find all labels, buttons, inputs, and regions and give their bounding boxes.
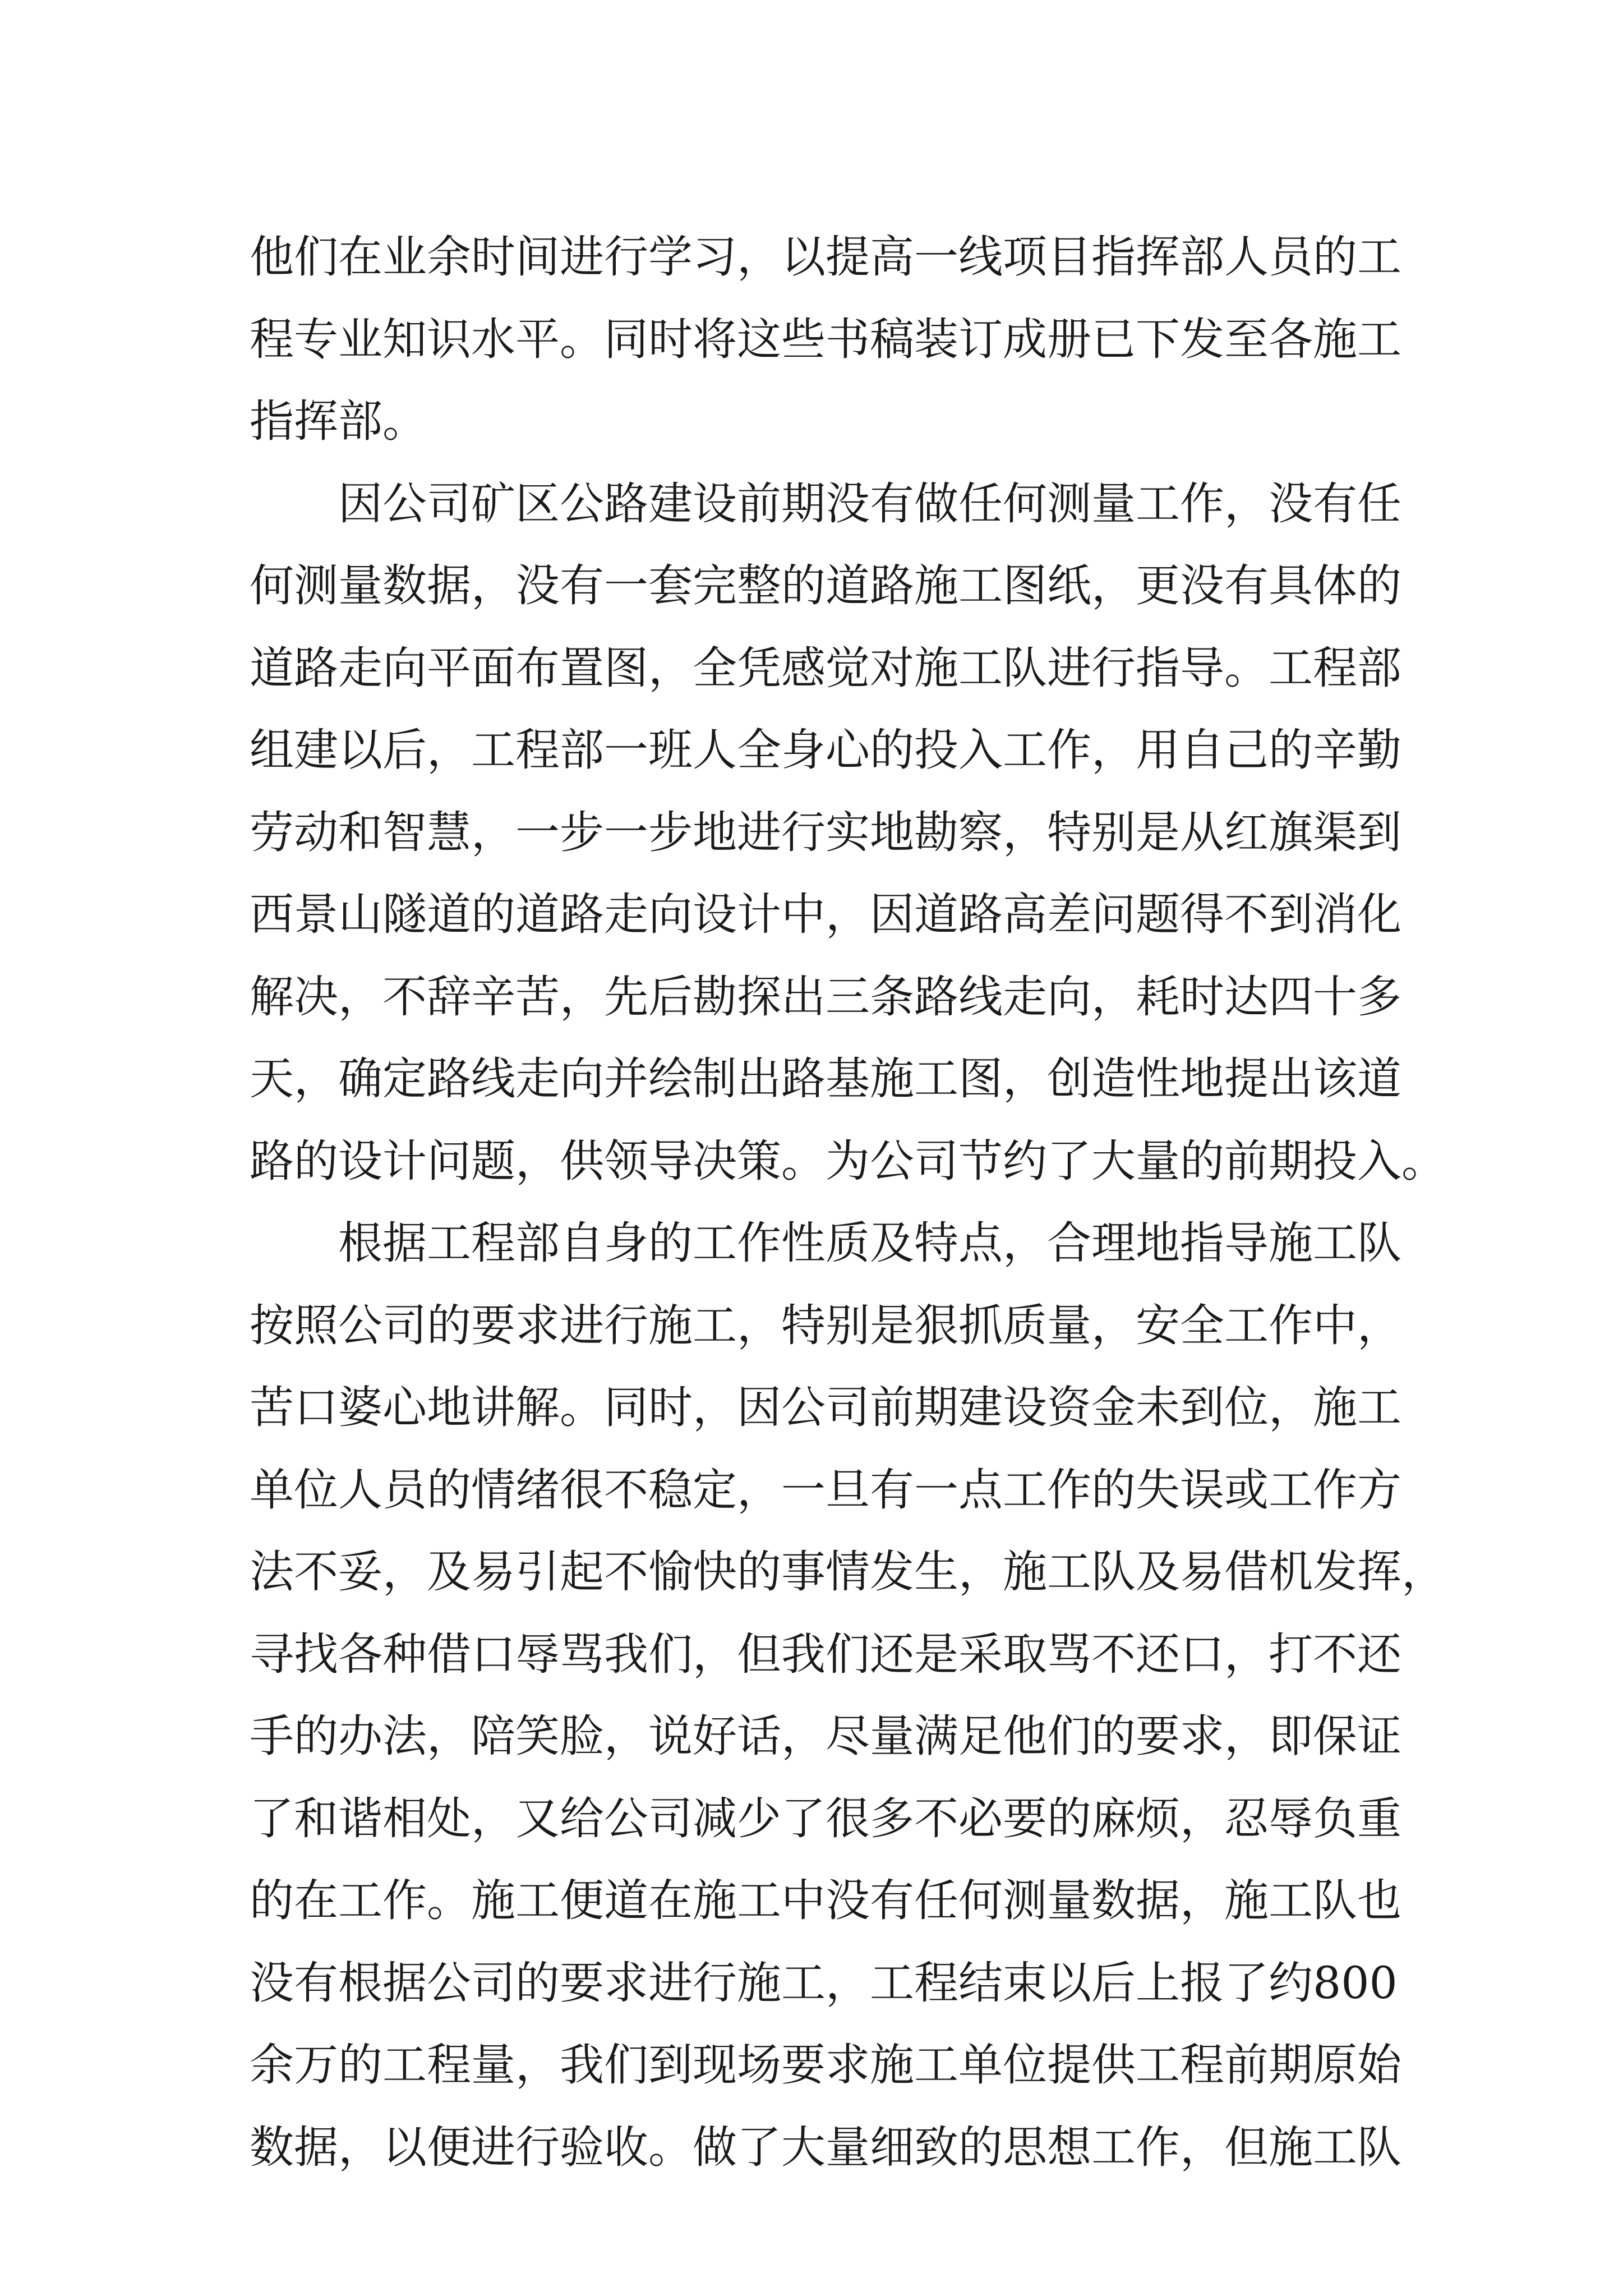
text-line: 天，确定路线走向并绘制出路基施工图，创造性地提出该道	[250, 1053, 1401, 1105]
text-line: 西景山隧道的道路走向设计中，因道路高差问题得不到消化	[250, 889, 1401, 940]
text-line: 余万的工程量，我们到现场要求施工单位提供工程前期原始	[250, 2039, 1401, 2091]
text-line: 手的办法，陪笑脸，说好话，尽量满足他们的要求，即保证	[250, 1710, 1401, 1762]
text-line: 数据，以便进行验收。做了大量细致的思想工作，但施工队	[250, 2121, 1401, 2173]
text-line: 劳动和智慧，一步一步地进行实地勘察，特别是从红旗渠到	[250, 806, 1401, 858]
text-line: 道路走向平面布置图，全凭感觉对施工队进行指导。工程部	[250, 642, 1401, 694]
text-line: 解决，不辞辛苦，先后勘探出三条路线走向，耗时达四十多	[250, 970, 1401, 1023]
text-line: 指挥部。	[250, 395, 427, 447]
text-line: 路的设计问题，供领导决策。为公司节约了大量的前期投入。	[250, 1135, 1446, 1187]
text-line: 他们在业余时间进行学习，以提高一线项目指挥部人员的工	[250, 231, 1401, 283]
paragraph-first-line: 因公司矿区公路建设前期没有做任何测量工作，没有任	[338, 477, 1401, 530]
body-text	[250, 216, 1446, 2188]
text-line: 没有根据公司的要求进行施工，工程结束以后上报了约800	[250, 1957, 1398, 2009]
text-line: 的在工作。施工便道在施工中没有任何测量数据，施工队也	[250, 1875, 1401, 1926]
text-line: 按照公司的要求进行施工，特别是狠抓质量，安全工作中，	[250, 1299, 1401, 1351]
text-line: 法不妥，及易引起不愉快的事情发生，施工队及易借机发挥，	[250, 1546, 1446, 1598]
text-line: 何测量数据，没有一套完整的道路施工图纸，更没有具体的	[250, 560, 1401, 611]
paragraph-first-line: 根据工程部自身的工作性质及特点，合理地指导施工队	[338, 1217, 1401, 1269]
text-line: 寻找各种借口辱骂我们，但我们还是采取骂不还口，打不还	[250, 1628, 1401, 1680]
text-line: 程专业知识水平。同时将这些书稿装订成册已下发至各施工	[250, 313, 1401, 365]
text-line: 苦口婆心地讲解。同时，因公司前期建设资金未到位，施工	[250, 1382, 1401, 1433]
text-line: 了和谐相处，又给公司减少了很多不必要的麻烦，忍辱负重	[250, 1792, 1401, 1844]
text-line: 单位人员的情绪很不稳定，一旦有一点工作的失误或工作方	[250, 1464, 1401, 1516]
text-line: 组建以后，工程部一班人全身心的投入工作，用自己的辛勤	[250, 724, 1401, 776]
